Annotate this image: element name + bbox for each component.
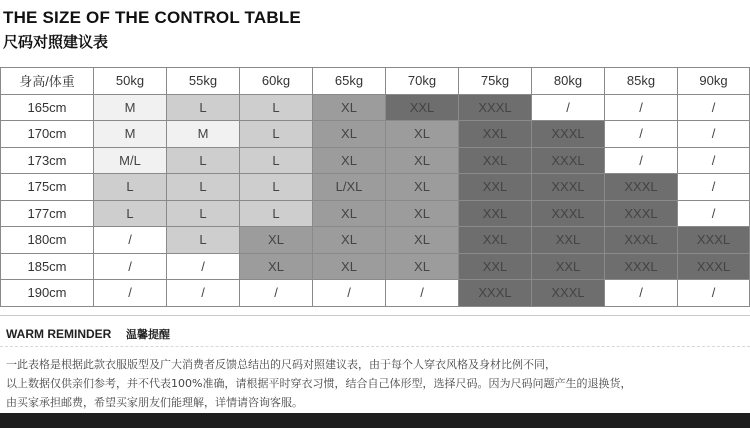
size-cell: XXXL [532,147,605,174]
page-subtitle: 尺码对照建议表 [3,33,109,51]
size-cell: XL [313,253,386,280]
header-cell: 80kg [532,68,605,95]
size-cell: / [313,280,386,307]
row-height-label: 180cm [1,227,94,254]
size-cell: XXXL [605,174,678,201]
table-row [1,147,750,174]
size-cell: XL [313,200,386,227]
size-cell: / [678,147,750,174]
size-cell: / [678,280,750,307]
size-cell: XL [240,227,313,254]
size-cell: XXL [459,147,532,174]
divider [0,315,750,316]
row-height-label: 170cm [1,121,94,148]
size-cell: L [240,147,313,174]
size-cell: L [167,94,240,121]
size-cell: XXXL [605,227,678,254]
size-cell: / [240,280,313,307]
table-row [1,121,750,148]
header-cell: 55kg [167,68,240,95]
size-cell: XXXL [532,280,605,307]
size-cell: / [605,94,678,121]
size-cell: L [94,200,167,227]
size-cell: XXL [459,227,532,254]
size-cell: XXXL [605,253,678,280]
table-row [1,200,750,227]
size-cell: XL [386,200,459,227]
header-cell: 85kg [605,68,678,95]
size-cell: / [94,253,167,280]
size-cell: XL [386,147,459,174]
size-cell: XXXL [459,94,532,121]
size-cell: L [167,147,240,174]
header-cell: 65kg [313,68,386,95]
row-height-label: 177cm [1,200,94,227]
size-cell: XL [386,253,459,280]
size-cell: / [678,94,750,121]
size-cell: XXXL [678,253,750,280]
size-cell: XL [386,121,459,148]
size-cell: / [94,227,167,254]
table-row [1,253,750,280]
size-cell: XXL [459,121,532,148]
size-cell: XL [313,147,386,174]
size-cell: L [240,174,313,201]
size-cell: XXL [459,253,532,280]
table-header-row [1,68,750,95]
size-cell: M [94,94,167,121]
size-cell: M [94,121,167,148]
size-cell: L [240,94,313,121]
size-cell: XXL [532,253,605,280]
size-cell: XXXL [678,227,750,254]
size-cell: XL [240,253,313,280]
bottom-bar [0,413,750,428]
size-cell: XL [386,174,459,201]
size-cell: XXXL [532,200,605,227]
size-cell: L [167,200,240,227]
size-cell: / [386,280,459,307]
size-cell: XXXL [532,121,605,148]
size-cell: / [94,280,167,307]
size-cell: L [94,174,167,201]
row-height-label: 173cm [1,147,94,174]
size-cell: XL [386,227,459,254]
size-cell: L/XL [313,174,386,201]
header-cell: 50kg [94,68,167,95]
size-cell: XXL [459,200,532,227]
table-body [1,94,750,306]
table-row [1,174,750,201]
size-table [0,67,750,307]
size-cell: XL [313,121,386,148]
size-cell: L [240,200,313,227]
table-row [1,280,750,307]
reminder-title: WARM REMINDER [6,327,112,341]
size-cell: / [532,94,605,121]
size-cell: / [605,121,678,148]
size-cell: / [605,147,678,174]
size-cell: XXXL [532,174,605,201]
size-cell: XL [313,94,386,121]
table-row [1,227,750,254]
header-cell: 90kg [678,68,750,95]
header-cell: 70kg [386,68,459,95]
size-cell: L [167,227,240,254]
size-cell: XXL [459,174,532,201]
header-cell: 60kg [240,68,313,95]
size-cell: / [678,174,750,201]
table-row [1,94,750,121]
size-cell: L [240,121,313,148]
page-title: THE SIZE OF THE CONTROL TABLE [3,8,301,27]
row-height-label: 185cm [1,253,94,280]
size-cell: XXXL [459,280,532,307]
reminder-line: 以上数据仅供亲们参考，并不代表100%准确，请根据平时穿衣习惯，结合自己体形型，选择尺码。因为尺码问题产生的退换货， [6,377,632,390]
size-cell: M [167,121,240,148]
size-cell: L [167,174,240,201]
size-cell: XXXL [605,200,678,227]
size-cell: / [678,121,750,148]
reminder-title-cn: 温馨提醒 [126,328,170,341]
size-cell: XXL [532,227,605,254]
size-cell: / [167,280,240,307]
divider [0,346,750,347]
size-cell: XL [313,227,386,254]
size-cell: XXL [386,94,459,121]
reminder-line: 由买家承担邮费，希望买家朋友们能理解，详情请咨询客服。 [6,396,303,409]
row-height-label: 165cm [1,94,94,121]
size-cell: / [678,200,750,227]
row-height-label: 190cm [1,280,94,307]
header-cell: 75kg [459,68,532,95]
reminder-line: 一此表格是根据此款衣服版型及广大消费者反馈总结出的尺码对照建议表，由于每个人穿衣风格及身材比例不同， [6,358,556,371]
size-cell: M/L [94,147,167,174]
header-cell: 身高/体重 [1,68,94,95]
size-cell: / [605,280,678,307]
size-cell: / [167,253,240,280]
row-height-label: 175cm [1,174,94,201]
